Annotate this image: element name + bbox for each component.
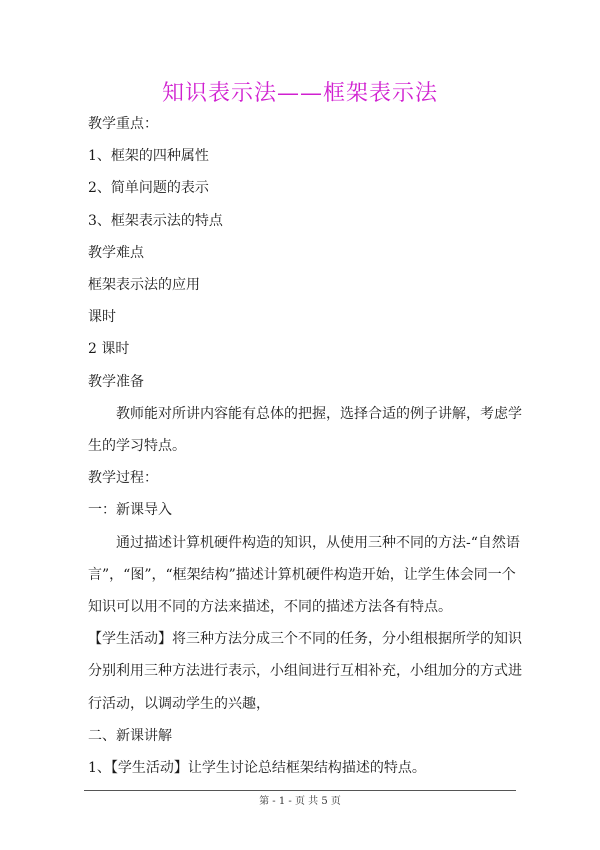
teaching-difficulty-text: 框架表示法的应用 — [88, 277, 200, 294]
focus-item-2: 2、简单问题的表示 — [88, 180, 209, 197]
document-body — [88, 108, 528, 784]
focus-item-3: 3、框架表示法的特点 — [88, 212, 223, 229]
class-hours-value: 2 课时 — [88, 341, 130, 358]
intro-paragraph: 通过描述计算机硬件构造的知识，从使用三种不同的方法-“自然语言”，“图”，“框架结构”描述计算机硬件构造开始，让学生体会同一个知识可以用不同的方法来描述，不同的描述方法各有特点。 — [88, 534, 520, 616]
teaching-prep-heading: 教学准备 — [88, 373, 144, 390]
section-2-item-1: 1、【学生活动】让学生讨论总结框架结构描述的特点。 — [88, 760, 426, 777]
section-1-heading: 一：新课导入 — [88, 502, 172, 519]
teaching-prep-paragraph: 教师能对所讲内容能有总体的把握，选择合适的例子讲解，考虑学生的学习特点。 — [88, 405, 522, 455]
teaching-focus-heading: 教学重点： — [88, 116, 158, 132]
teaching-difficulty-heading: 教学难点 — [88, 244, 144, 261]
footer-divider — [84, 790, 516, 791]
student-activity-paragraph: 【学生活动】将三种方法分成三个不同的任务，分小组根据所学的知识分别利用三种方法进行表示，小组间进行互相补充，小组加分的方式进行活动，以调动学生的兴趣， — [88, 631, 522, 712]
document-title: 知识表示法——框架表示法 — [161, 81, 438, 106]
class-hours-heading: 课时 — [88, 309, 116, 326]
focus-item-1: 1、框架的四种属性 — [88, 148, 209, 165]
teaching-process-heading: 教学过程： — [88, 470, 158, 487]
page-number-footer: 第 - 1 - 页 共 5 页 — [259, 796, 341, 807]
section-2-heading: 二、新课讲解 — [88, 727, 172, 744]
